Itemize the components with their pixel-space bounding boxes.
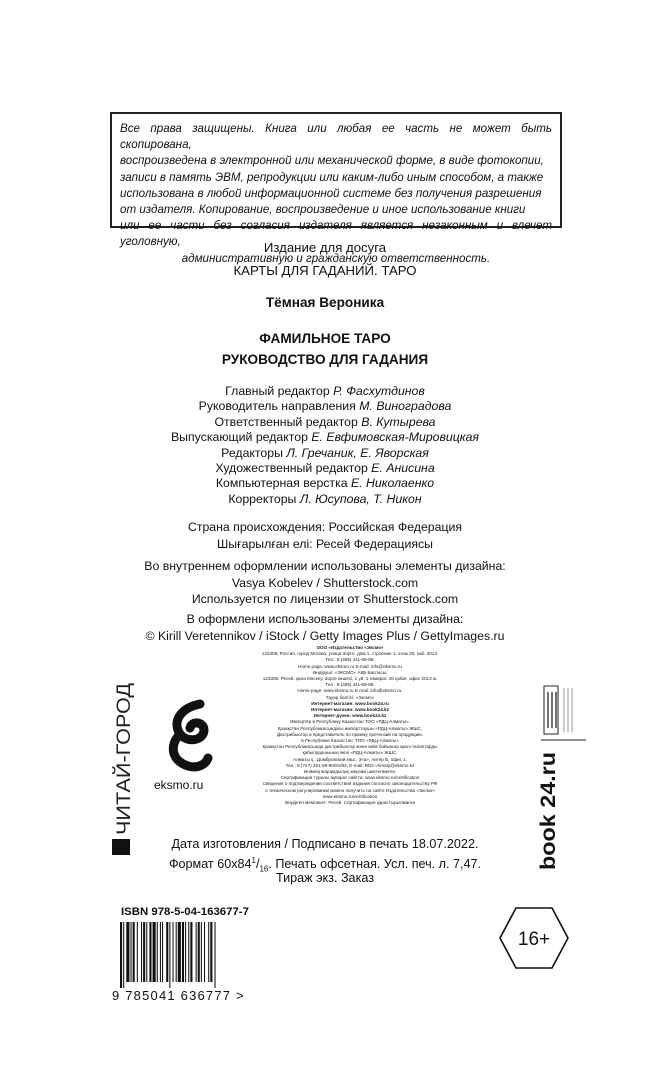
- isbn: ISBN 978-5-04-163677-7: [121, 906, 249, 918]
- barcode-bar: [157, 922, 158, 982]
- copyright-line: использована в любой информационной системе без получения разрешения: [120, 186, 542, 200]
- print-date: Дата изготовления / Подписано в печать 18.07.2022.: [171, 837, 479, 851]
- design-line: В оформлени использованы элементы дизайна:: [186, 612, 464, 626]
- credit-role: Редакторы: [221, 445, 283, 460]
- credit-line: [0, 476, 650, 491]
- copyright-line: административную и гражданскую ответственность.: [181, 251, 491, 265]
- publisher-info-line: Тел.: 8 (495) 411-68-86.: [325, 657, 375, 663]
- publisher-info-line: Өнімнің жарамдылық мерзімі шектелмеген.: [303, 769, 397, 775]
- publisher-info-line: Алматы қ., Домбровский көш., 3«а», литер Б, офис 1.: [293, 756, 407, 762]
- credit-role: Компьютерная верстка: [215, 476, 348, 491]
- series-name: КАРТЫ ДЛЯ ГАДАНИЙ. ТАРО: [233, 263, 417, 278]
- barcode-bar: [188, 922, 189, 982]
- publisher-info-line: в Республике Казахстан: ТОО «РДЦ-Алматы»: [301, 738, 399, 744]
- design-line: © Kirill Veretennikov / iStock / Getty Images Plus / GettyImages.ru: [145, 628, 505, 643]
- barcode-bar: [185, 922, 186, 982]
- publisher-info-line: Home page: www.eksmo.ru E-mail: info@eksmo.ru.: [297, 688, 403, 694]
- origin-kz: Шығарылған елі: Ресей Федерациясы: [217, 536, 433, 551]
- barcode-bar: [126, 922, 129, 982]
- barcode-bar: [176, 922, 177, 982]
- copyright-line: Все права защищены. Книга или любая ее часть не может быть скопирована,: [120, 122, 552, 152]
- credit-line: [0, 430, 650, 445]
- credit-role: Выпускающий редактор: [170, 430, 308, 445]
- credit-role: Художественный редактор: [215, 461, 368, 476]
- barcode-bar: [178, 922, 181, 982]
- book24-text: book 24.ru: [537, 763, 560, 870]
- publisher-info-line: Сведения о подтверждении соответствия издания согласно законодательству РФ: [262, 781, 438, 787]
- barcode-bar: [169, 922, 170, 988]
- credit-line: [0, 415, 650, 430]
- design-credits-2: [0, 611, 650, 644]
- barcode-bar: [198, 922, 200, 982]
- barcode-digits: 9 785041 636777 >: [112, 988, 245, 1003]
- print-run: Тираж экз. Заказ: [276, 871, 374, 885]
- credit-role: Главный редактор: [225, 384, 330, 398]
- credit-role: Руководитель направления: [198, 399, 356, 414]
- design-line: Vasya Kobelev / Shutterstock.com: [231, 575, 419, 590]
- barcode-bar: [210, 922, 212, 982]
- barcode-bar: [204, 922, 205, 982]
- credit-role: Корректоры: [228, 491, 297, 506]
- credit-name: В. Кутырева: [361, 414, 436, 429]
- design-credits-1: [0, 558, 650, 608]
- format-text-end: . Печать офсетная. Усл. печ. л. 7,47.: [268, 857, 482, 872]
- barcode-bar: [153, 922, 156, 982]
- publisher-info-line: 123308, Ресей, қала Мәскеу, Зорге көшесі, 1 үй, 1 ғимарат, 20 қабат, офис 2013 ж.: [262, 676, 438, 682]
- book-title: ФАМИЛЬНОЕ ТАРО: [259, 331, 391, 346]
- barcode-bar: [131, 922, 132, 982]
- copyright-line: или ее части без согласия издателя является незаконным и влечет уголовную,: [120, 219, 552, 249]
- copyright-line: записи в память ЭВМ, репродукции или каким-либо иным способом, а также: [120, 170, 544, 184]
- publisher-info-line: Home page: www.eksmo.ru E-mail: info@eksmo.ru: [298, 663, 402, 669]
- publisher-info-line: Сертификация туралы ақпарат сайтта: www.eksmo.ru/certification: [280, 775, 420, 781]
- barcode-bar: [137, 922, 138, 982]
- copyright-line: от издателя. Копирование, воспроизведение и иное использование книги: [120, 203, 526, 217]
- credit-name: Р. Фасхутдинов: [333, 384, 425, 398]
- publisher-info-line: Өндіруші: «ЭКСМО» АҚБ Баспасы,: [312, 669, 388, 675]
- copyright-line: воспроизведена в электронной или механической форме, в виде фотокопии,: [120, 154, 544, 168]
- author-name: Тёмная Вероника: [265, 295, 385, 310]
- credit-line: [0, 461, 650, 476]
- origin-ru: Страна происхождения: Российская Федерация: [187, 520, 463, 534]
- barcode-bar: [208, 922, 209, 982]
- publisher-info-line: Тел.: 8 (495) 411-68-86.: [325, 682, 375, 688]
- publisher-info-line: Интернет-дүкен: www.book24.kz: [313, 713, 387, 719]
- credit-name: Е. Анисина: [371, 461, 435, 476]
- publisher-info-line: Қазақстан Республикасындағы импорттаушы «РДЦ-Алматы» ЖШС.: [277, 725, 423, 731]
- credit-role: Ответственный редактор: [214, 414, 358, 429]
- eksmo-logo-icon: [160, 698, 218, 774]
- barcode-bar: [173, 922, 174, 982]
- publisher-info-line: Тел.: 8 (727) 251-59-90/91/92; E-mail: RDC-Almaty@eksmo.kz: [285, 762, 415, 768]
- credits-list: [0, 384, 650, 507]
- barcode-bar: [201, 922, 202, 982]
- format-text: Формат 60x84: [168, 857, 252, 872]
- eksmo-url: eksmo.ru: [154, 778, 204, 792]
- credit-line: [0, 492, 650, 507]
- barcode-bar: [123, 922, 124, 988]
- publisher-info-line: ООО «Издательство «Эксмо»: [316, 645, 384, 650]
- barcode-bar: [133, 922, 135, 982]
- barcode-icon: [118, 922, 258, 988]
- barcode-bar: [149, 922, 151, 982]
- barcode-bar: [143, 922, 145, 982]
- publisher-info-line: Интернет-магазин: www.book24.kz: [311, 707, 389, 713]
- age-rating-badge: [498, 906, 570, 970]
- origin-block: [0, 519, 650, 552]
- barcode-bar: [190, 922, 192, 982]
- barcode-bar: [146, 922, 147, 982]
- publisher-info-line: о техническом регулировании можно получить на сайте Издательства «Эксмо»: [265, 787, 435, 793]
- publisher-info-line: Тауар белгісі: «Эксмо»: [325, 694, 375, 700]
- barcode-bar: [196, 922, 197, 982]
- credit-name: Е. Николаенко: [350, 476, 435, 491]
- format-denominator: 16: [259, 864, 269, 874]
- credit-line: [0, 399, 650, 414]
- format-numerator: 1: [251, 856, 256, 865]
- publisher-info-line: Өндірген мемлекет: Ресей. Сертификация қарастырылмаған: [284, 800, 416, 806]
- barcode-bar: [160, 922, 161, 982]
- publisher-info-line: Дистрибьютор и представитель по приему претензий на продукцию,: [277, 731, 423, 737]
- publisher-info: [222, 645, 478, 806]
- credit-name: Л. Юсупова, Т. Никон: [299, 491, 422, 506]
- barcode-bar: [166, 922, 168, 982]
- design-line: Используется по лицензии от Shutterstock.com: [191, 592, 459, 606]
- chitai-gorod-logo: [106, 677, 136, 857]
- credit-line: [0, 446, 650, 461]
- barcode-bar: [162, 922, 163, 982]
- age-rating: 16+: [517, 929, 551, 950]
- publisher-info-line: Қазақстан Республикасында дистрибьютор және өнім бойынша арыз-талаптарды: [262, 744, 438, 750]
- publisher-info-line: Интернет-магазин: www.book24.ru: [311, 700, 389, 706]
- credit-name: Е. Евфимовская-Мировицкая: [311, 430, 479, 445]
- edition-type: Издание для досуга: [263, 240, 387, 255]
- publisher-info-line: 123308, Россия, город Москва, улица Зорге, дом 1, строение 1, этаж 20, каб. 2013.: [261, 651, 439, 657]
- chitai-gorod-text: ЧИТАЙ-ГОРОД: [114, 701, 135, 835]
- print-format: Формат $60x84^1/_{16}$. Печать офсетная. Усл. печ. л. 7,47.: [168, 856, 482, 874]
- barcode-bar: [141, 922, 142, 982]
- publisher-info-line: Импортёр в Республику Казахстан ТОО «РДЦ-Алматы».: [290, 719, 410, 725]
- publisher-info-line: www.eksmo.ru/certification: [322, 793, 378, 799]
- credit-name: М. Виноградова: [359, 399, 452, 414]
- barcode-bar: [120, 922, 122, 988]
- credit-line: [0, 384, 650, 399]
- publisher-info-line: қабылдаушының өкілі «РДЦ-Алматы» ЖШС,: [302, 750, 398, 756]
- credit-name: Л. Гречаник, Е. Яворская: [286, 445, 429, 460]
- barcode-bar: [182, 922, 184, 982]
- design-line: Во внутреннем оформлении использованы элементы дизайна:: [144, 559, 506, 573]
- barcode-bar: [215, 922, 216, 988]
- book-subtitle: РУКОВОДСТВО ДЛЯ ГАДАНИЯ: [221, 352, 429, 367]
